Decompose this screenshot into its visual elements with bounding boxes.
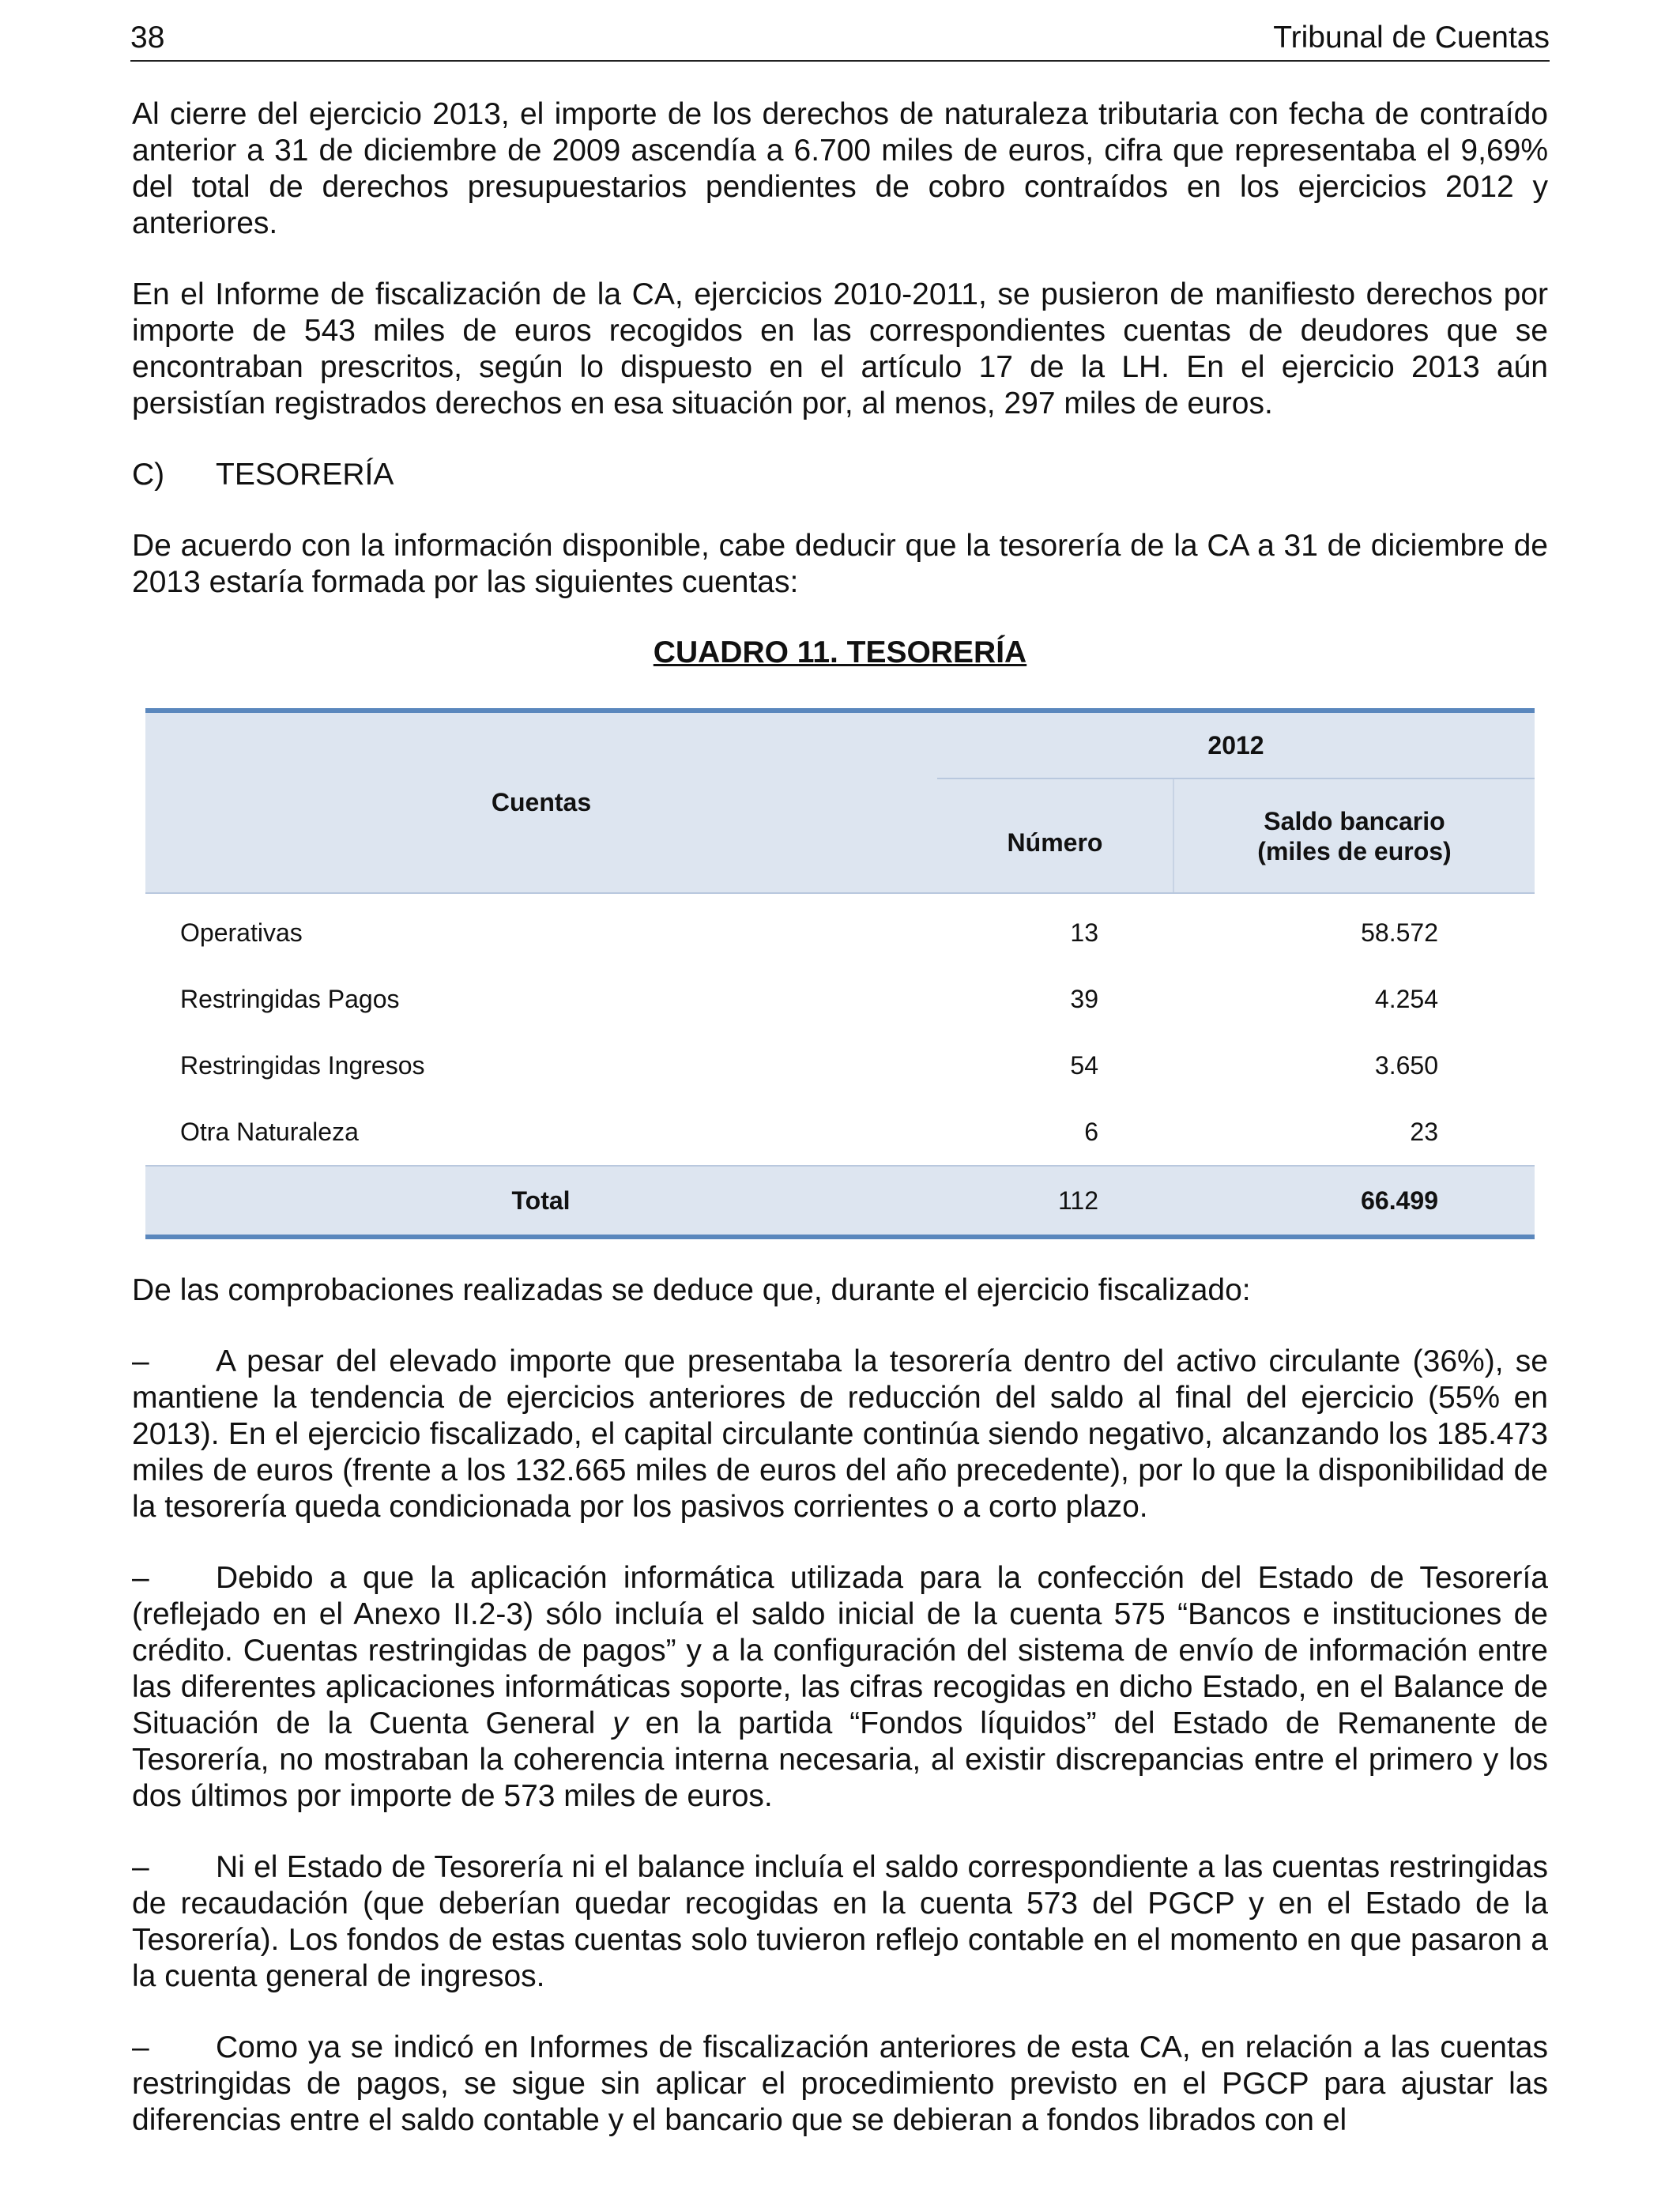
- bullet-item-procedimiento: [132, 2030, 1548, 2139]
- page-number: 38: [130, 21, 165, 55]
- table-row: [145, 893, 1535, 966]
- row-numero: 54: [1070, 1050, 1098, 1080]
- paragraph-tesoreria-intro: De acuerdo con la información disponible, cabe deducir que la tesorería de la CA a 31 de diciembre de 2013 estaría formada por las siguientes cuentas:: [132, 529, 1548, 599]
- page-content: [132, 96, 1548, 2173]
- row-numero: 13: [1070, 918, 1098, 947]
- table-row: [145, 1032, 1535, 1099]
- bullet-text: Ni el Estado de Tesorería ni el balance incluía el saldo correspondiente a las cuentas restringidas de recaudación (que deberían quedar recogidas en la cuenta 573 del PGCP y en el Estado de la Tesorería). Los fondos de estas cuentas solo tuvieron reflejo contable en el momento en que pasaron a la cuenta general de ingresos.: [132, 1850, 1548, 1993]
- bullet-item-recaudacion: [132, 1849, 1548, 1995]
- total-numero: 112: [937, 1166, 1173, 1237]
- bullet-text-part2: en la partida “Fondos líquidos” del Estado de Remanente de Tesorería, no mostraban la coherencia interna necesaria, al existir discrepancias entre el primero y los dos últimos por importe de 573 miles de euros.: [132, 1706, 1548, 1813]
- header-saldo-line1: Saldo bancario: [1264, 806, 1445, 835]
- row-name: Otra Naturaleza: [180, 1117, 359, 1146]
- dash-marker: –: [132, 1561, 149, 1595]
- header-numero: Número: [937, 778, 1173, 893]
- row-saldo: 58.572: [1361, 918, 1438, 947]
- row-saldo: 23: [1410, 1117, 1438, 1146]
- bullet-item-aplicacion: [132, 1560, 1548, 1815]
- bullet-text: Como ya se indicó en Informes de fiscalización anteriores de esta CA, en relación a las cuentas restringidas de pagos, se sigue sin aplicar el procedimiento previsto en el PGCP para ajustar las diferencias entre el saldo contable y el bancario que se debieran a fondos librados con el: [132, 2030, 1548, 2137]
- table-title: CUADRO 11. TESORERÍA: [653, 635, 1027, 669]
- dash-marker: –: [132, 2030, 149, 2064]
- dash-marker: –: [132, 1850, 149, 1884]
- bullet-text-italic: y: [612, 1706, 628, 1740]
- paragraph-derechos-prescritos: En el Informe de fiscalización de la CA, ejercicios 2010-2011, se pusieron de manifiesto derechos por importe de 543 miles de euros recogidos en las correspondientes cuentas de deudores que se encontraban prescritos, según lo dispuesto en el artículo 17 de la LH. En el ejercicio 2013 aún persistían registrados derechos en esa situación por, al menos, 297 miles de euros.: [132, 277, 1548, 420]
- section-heading: [132, 457, 1548, 493]
- row-name: Restringidas Pagos: [180, 984, 400, 1013]
- bullet-text: A pesar del elevado importe que presentaba la tesorería dentro del activo circulante (36%), se mantiene la tendencia de ejercicios anteriores de reducción del saldo al final del ejercicio (55% en 2013). En el ejercicio fiscalizado, el capital circulante continúa siendo negativo, alcanzando los 185.473 miles de euros (frente a los 132.665 miles de euros del año precedente), por lo que la disponibilidad de la tesorería queda condicionada por los pasivos corrientes o a corto plazo.: [132, 1344, 1548, 1524]
- paragraph-derechos-tributarios: Al cierre del ejercicio 2013, el importe de los derechos de naturaleza tributaria con fecha de contraído anterior a 31 de diciembre de 2009 ascendía a 6.700 miles de euros, cifra que representaba el 9,69% del total de derechos presupuestarios pendientes de cobro contraídos en los ejercicios 2012 y anteriores.: [132, 97, 1548, 240]
- total-saldo: 66.499: [1173, 1166, 1535, 1237]
- bullet-text-part1: Debido a que la aplicación informática utilizada para la confección del Estado de Tesorería (reflejado en el Anexo II.2-3) sólo incluía el saldo inicial de la cuenta 575 “Bancos e instituciones de crédito. Cuentas restringidas de pagos” y a la configuración del sistema de envío de información entre las diferentes aplicaciones informáticas soporte, las cifras recogidas en dicho Estado, en el Balance de Situación de la Cuenta General: [132, 1561, 1548, 1740]
- row-saldo: 4.254: [1374, 984, 1438, 1013]
- bullet-item-circulante: [132, 1344, 1548, 1525]
- paragraph-comprobaciones: De las comprobaciones realizadas se deduce que, durante el ejercicio fiscalizado:: [132, 1273, 1251, 1307]
- page-header: [130, 14, 1550, 62]
- total-label: Total: [145, 1166, 937, 1237]
- section-title: TESORERÍA: [216, 458, 394, 492]
- header-cuentas: Cuentas: [145, 711, 937, 893]
- header-saldo-line2: (miles de euros): [1257, 836, 1452, 865]
- row-numero: 6: [1084, 1117, 1098, 1146]
- row-saldo: 3.650: [1374, 1050, 1438, 1080]
- table-row: [145, 1099, 1535, 1166]
- row-numero: 39: [1070, 984, 1098, 1013]
- header-year: 2012: [937, 711, 1535, 778]
- section-letter: C): [132, 458, 165, 492]
- dash-marker: –: [132, 1344, 149, 1378]
- row-name: Operativas: [180, 918, 303, 947]
- table-total-row: [145, 1166, 1535, 1237]
- tesoreria-table: [145, 708, 1535, 1239]
- header-org: Tribunal de Cuentas: [1273, 21, 1550, 55]
- row-name: Restringidas Ingresos: [180, 1050, 425, 1080]
- header-saldo: [1173, 778, 1535, 893]
- table-row: [145, 966, 1535, 1032]
